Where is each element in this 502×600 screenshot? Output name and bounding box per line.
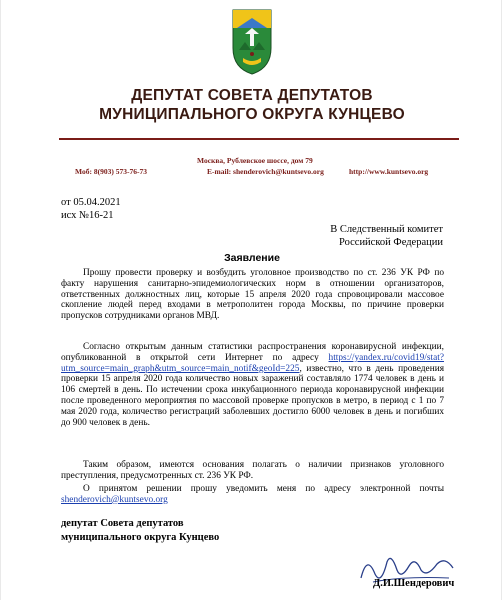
signer-role-line1: депутат Совета депутатов (61, 518, 184, 529)
document-number: исх №16-21 (61, 210, 114, 221)
signer-name: Д.И.Шендерович (373, 578, 455, 589)
paragraph-notification (61, 484, 444, 506)
recipient-line2: Российской Федерации (339, 237, 443, 248)
paragraph-conclusion: Таким образом, имеются основания полагать о наличии признаков уголовного преступления, предусмотренных ст. 236 УК РФ. (61, 460, 444, 481)
letterhead-divider (59, 138, 459, 140)
letterhead-address: Москва, Рублевское шоссе, дом 79 (197, 156, 313, 165)
email-link[interactable]: shenderovich@kuntsevo.org (61, 494, 168, 505)
paragraph-statistics-intro: Согласно открытым данным статистики распространения коронавирусной инфекции, опубликованной в открытой сети Интернет по адресу (61, 342, 444, 363)
letterhead-website: http://www.kuntsevo.org (349, 167, 429, 176)
signer-role-line2: муниципального округа Кунцево (61, 532, 220, 543)
letterhead-title-line2: МУНИЦИПАЛЬНОГО ОКРУГА КУНЦЕВО (99, 106, 405, 123)
document-heading: Заявление (224, 252, 280, 264)
yandex-covid-stats-link[interactable]: https://yandex.ru/covid19/stat?utm_source=main_graph&utm_source=main_notif&geoId=225 (61, 352, 444, 374)
paragraph-request: Прошу провести проверку и возбудить уголовное производство по ст. 236 УК РФ по факту нарушения санитарно-эпидемиологических норм в отношении организаторов, ответственных должностных лиц, которые 15 апреля 2020 года спровоцировали массовое скопление людей перед входами в метрополитен города Москвы, по причине проверки пропусков сотрудниками органов МВД. (61, 268, 444, 322)
letterhead-email: E-mail: shenderovich@kuntsevo.org (207, 167, 324, 176)
paragraph-statistics (61, 342, 444, 428)
paragraph-notification-text: О принятом решении прошу уведомить меня по адресу электронной почты (83, 484, 444, 494)
document-date: от 05.04.2021 (61, 197, 121, 208)
paragraph-statistics-rest: , известно, что в день проведения проверки 15 апреля 2020 года количество новых заражений составляло 1774 человек в день и 106 смертей в день. По истечении срока инкубационного периода коронавирусной инфекции после проведенного мероприятия по массовой проверке пропусков в метро, в период с 1 по 7 мая 2020 года, количество регистраций заболевших достигло 6000 человек в день и погибших до 900 человек в день. (61, 363, 444, 428)
recipient-line1: В Следственный комитет (330, 224, 443, 235)
letterhead-phone: Моб: 8(903) 573-76-73 (75, 167, 147, 176)
kuntsevo-coat-of-arms-icon (231, 6, 273, 76)
letterhead-title-line1: ДЕПУТАТ СОВЕТА ДЕПУТАТОВ (131, 87, 373, 104)
